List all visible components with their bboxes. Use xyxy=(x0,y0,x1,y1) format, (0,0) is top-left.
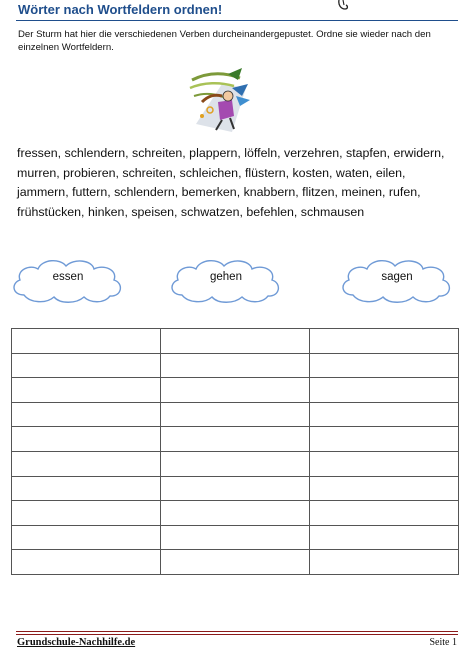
answer-cell-gehen[interactable] xyxy=(161,525,310,550)
answer-cell-essen[interactable] xyxy=(12,451,161,476)
answer-cell-essen[interactable] xyxy=(12,378,161,403)
scrambled-verbs-list xyxy=(17,144,463,222)
verb-line: jammern, futtern, schlendern, bemerken, knabbern, flitzen, meinen, rufen, xyxy=(17,185,421,200)
answer-cell-sagen[interactable] xyxy=(310,402,459,427)
table-row xyxy=(12,476,459,501)
cloud-category-essen xyxy=(8,255,128,305)
verb-line: fressen, schlendern, schreiten, plappern, löffeln, verzehren, stapfen, erwidern, xyxy=(17,146,445,160)
answer-cell-gehen[interactable] xyxy=(161,378,310,403)
category-label: gehen xyxy=(210,271,242,283)
footer-page-number: Seite 1 xyxy=(429,637,457,648)
footer-divider xyxy=(16,631,458,632)
footer-site-link[interactable]: Grundschule-Nachhilfe.de xyxy=(17,637,136,648)
swirl-decoration-icon xyxy=(336,0,350,12)
answer-cell-essen[interactable] xyxy=(12,329,161,354)
answer-cell-gehen[interactable] xyxy=(161,501,310,526)
answer-cell-gehen[interactable] xyxy=(161,353,310,378)
answer-cell-gehen[interactable] xyxy=(161,451,310,476)
answer-cell-sagen[interactable] xyxy=(310,329,459,354)
verb-line: murren, probieren, schreiten, schleichen, flüstern, kosten, waten, eilen, xyxy=(17,165,406,180)
answer-cell-essen[interactable] xyxy=(12,550,161,575)
page-title: Wörter nach Wortfeldern ordnen! xyxy=(18,2,223,17)
table-row xyxy=(12,353,459,378)
answer-cell-gehen[interactable] xyxy=(161,476,310,501)
answer-cell-essen[interactable] xyxy=(12,427,161,452)
answer-cell-essen[interactable] xyxy=(12,476,161,501)
category-label: sagen xyxy=(381,271,413,283)
answer-cell-sagen[interactable] xyxy=(310,427,459,452)
table-row xyxy=(12,378,459,403)
answer-cell-sagen[interactable] xyxy=(310,353,459,378)
title-divider xyxy=(16,20,458,21)
answer-cell-gehen[interactable] xyxy=(161,329,310,354)
category-label: essen xyxy=(52,271,84,283)
table-row xyxy=(12,451,459,476)
sorting-table xyxy=(11,328,459,575)
answer-cell-gehen[interactable] xyxy=(161,402,310,427)
table-row xyxy=(12,550,459,575)
answer-cell-sagen[interactable] xyxy=(310,451,459,476)
answer-cell-sagen[interactable] xyxy=(310,525,459,550)
table-row xyxy=(12,501,459,526)
footer-divider-thin xyxy=(16,634,458,635)
answer-cell-essen[interactable] xyxy=(12,501,161,526)
table-row xyxy=(12,402,459,427)
table-row xyxy=(12,329,459,354)
answer-cell-sagen[interactable] xyxy=(310,476,459,501)
table-row xyxy=(12,525,459,550)
cloud-category-gehen xyxy=(166,255,286,305)
answer-cell-gehen[interactable] xyxy=(161,550,310,575)
cloud-category-sagen xyxy=(337,255,457,305)
wind-blown-figure-clipart-icon xyxy=(188,66,254,134)
instructions-text: Der Sturm hat hier die verschiedenen Verben durcheinandergepustet. Ordne sie wieder nach den einzelnen Wortfeldern. xyxy=(18,29,431,53)
answer-cell-sagen[interactable] xyxy=(310,378,459,403)
answer-cell-gehen[interactable] xyxy=(161,427,310,452)
answer-cell-essen[interactable] xyxy=(12,525,161,550)
verb-line: frühstücken, hinken, speisen, schwatzen, befehlen, schmausen xyxy=(17,204,365,219)
answer-cell-sagen[interactable] xyxy=(310,501,459,526)
answer-cell-essen[interactable] xyxy=(12,402,161,427)
answer-cell-sagen[interactable] xyxy=(310,550,459,575)
answer-cell-essen[interactable] xyxy=(12,353,161,378)
table-row xyxy=(12,427,459,452)
